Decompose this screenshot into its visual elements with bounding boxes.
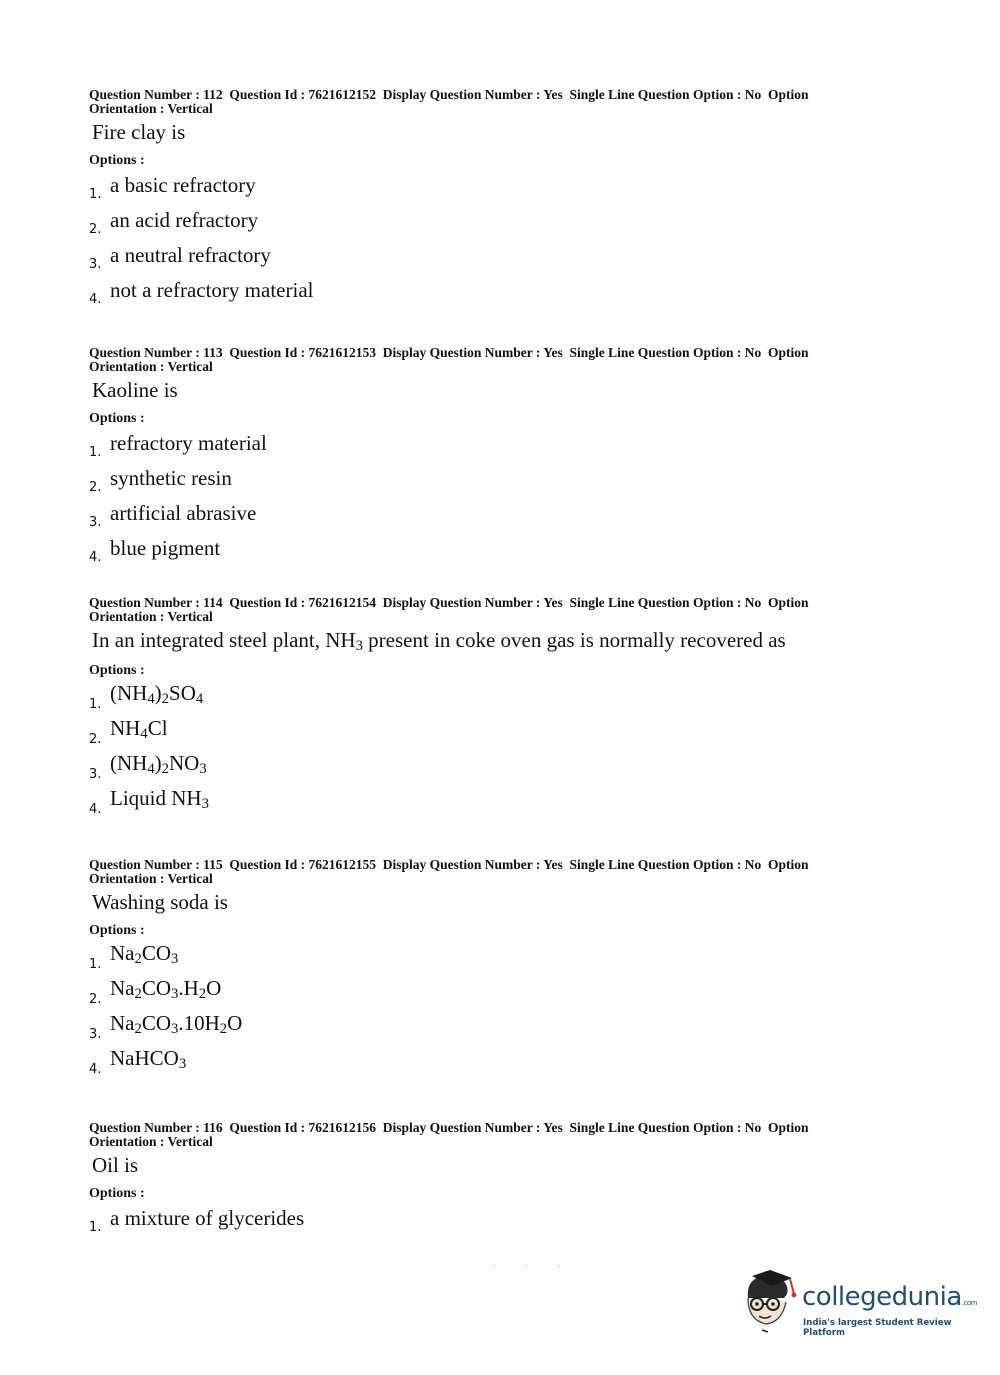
option-text: synthetic resin	[110, 466, 232, 490]
question-meta-line: Question Number : 112 Question Id : 7621612152 Display Question Number : Yes Single Line Question Option : No Option	[89, 87, 809, 102]
logo-wordmark: collegedunia.com	[802, 1282, 977, 1312]
option-item[interactable]	[89, 497, 889, 532]
option-item[interactable]	[89, 1044, 889, 1079]
scan-artifact-dots: · · ·	[492, 1262, 574, 1271]
question-meta-line: Orientation : Vertical	[89, 871, 213, 886]
option-text: a neutral refractory	[110, 243, 271, 267]
option-number: 1.	[89, 445, 102, 460]
option-number: 3.	[89, 766, 102, 782]
option-item[interactable]	[89, 427, 889, 462]
option-item[interactable]	[89, 532, 889, 567]
question-meta-line: Question Number : 114 Question Id : 7621612154 Display Question Number : Yes Single Line Question Option : No Option	[89, 595, 809, 610]
question-meta-line: Question Number : 113 Question Id : 7621612153 Display Question Number : Yes Single Line Question Option : No Option	[89, 345, 809, 360]
question-text: Oil is	[92, 1153, 139, 1177]
question-text: Fire clay is	[92, 120, 186, 144]
option-number: 1.	[89, 1220, 102, 1235]
option-number: 4.	[89, 292, 102, 307]
option-number: 3.	[89, 1027, 102, 1042]
question-meta-line: Question Number : 115 Question Id : 7621612155 Display Question Number : Yes Single Line Question Option : No Option	[89, 857, 809, 872]
option-text: $Na_2CO_3.10H_2O$	[110, 1011, 243, 1037]
option-text: an acid refractory	[110, 208, 259, 232]
options-label: Options :	[89, 1186, 145, 1201]
option-text: $NH_4Cl$	[110, 716, 168, 742]
option-item[interactable]	[89, 274, 889, 309]
question-block	[89, 346, 889, 567]
option-item[interactable]	[89, 939, 889, 974]
option-number: 2.	[89, 731, 102, 747]
question-meta	[89, 88, 889, 116]
option-text: artificial abrasive	[110, 501, 257, 525]
option-item[interactable]	[89, 714, 889, 749]
question-meta	[89, 1121, 889, 1149]
options-label: Options :	[89, 662, 145, 678]
option-item[interactable]	[89, 462, 889, 497]
option-text: blue pigment	[110, 536, 221, 560]
question-text: Kaoline is	[92, 378, 178, 402]
question-text: Washing soda is	[92, 890, 228, 914]
option-item[interactable]	[89, 204, 889, 239]
option-text: Liquid $NH_3$	[110, 786, 209, 812]
question-meta-line: Orientation : Vertical	[89, 1134, 213, 1149]
option-number: 3.	[89, 515, 102, 530]
question-meta	[89, 596, 889, 624]
question-meta-line: Orientation : Vertical	[89, 359, 213, 374]
option-text: $Na_2CO_3$	[110, 941, 179, 967]
option-item[interactable]	[89, 1202, 889, 1237]
question-block	[89, 858, 889, 1079]
option-text: $Na_2CO_3.H_2O$	[110, 976, 222, 1002]
option-item[interactable]	[89, 749, 889, 784]
question-meta	[89, 858, 889, 886]
option-number: 4.	[89, 801, 102, 817]
question-meta	[89, 346, 889, 374]
question-text: In an integrated steel plant, $NH_3$ present in coke oven gas is normally recovered as	[92, 628, 786, 654]
collegedunia-logo[interactable]	[740, 1268, 977, 1340]
options-label: Options :	[89, 153, 145, 168]
option-item[interactable]	[89, 169, 889, 204]
option-number: 2.	[89, 222, 102, 237]
question-meta-line: Orientation : Vertical	[89, 101, 213, 116]
option-text: $(NH_4)_2NO_3$	[110, 751, 207, 777]
option-item[interactable]	[89, 974, 889, 1009]
option-text: a basic refractory	[110, 173, 256, 197]
option-item[interactable]	[89, 239, 889, 274]
option-text: a mixture of glycerides	[110, 1206, 305, 1230]
option-number: 1.	[89, 696, 102, 712]
question-block	[89, 88, 889, 309]
option-number: 4.	[89, 1062, 102, 1077]
option-text: not a refractory material	[110, 278, 314, 302]
options-label: Options :	[89, 923, 145, 938]
question-block	[89, 1121, 889, 1237]
options-label: Options :	[89, 411, 145, 426]
option-number: 3.	[89, 257, 102, 272]
logo-tagline: India's largest Student Review Platform	[803, 1318, 952, 1338]
option-text: NaHCO$_3$	[110, 1046, 187, 1072]
option-number: 1.	[89, 957, 102, 972]
option-item[interactable]	[89, 1009, 889, 1044]
option-number: 2.	[89, 480, 102, 495]
option-item[interactable]	[89, 784, 889, 819]
question-meta-line: Orientation : Vertical	[89, 609, 213, 624]
option-item[interactable]	[89, 679, 889, 714]
mascot-icon	[740, 1268, 802, 1340]
question-meta-line: Question Number : 116 Question Id : 7621612156 Display Question Number : Yes Single Line Question Option : No Option	[89, 1120, 809, 1135]
question-block	[89, 596, 889, 819]
option-text: $(NH_4)_2SO_4$	[110, 681, 204, 707]
option-text: refractory material	[110, 431, 267, 455]
option-number: 2.	[89, 992, 102, 1007]
option-number: 4.	[89, 550, 102, 565]
option-number: 1.	[89, 187, 102, 202]
